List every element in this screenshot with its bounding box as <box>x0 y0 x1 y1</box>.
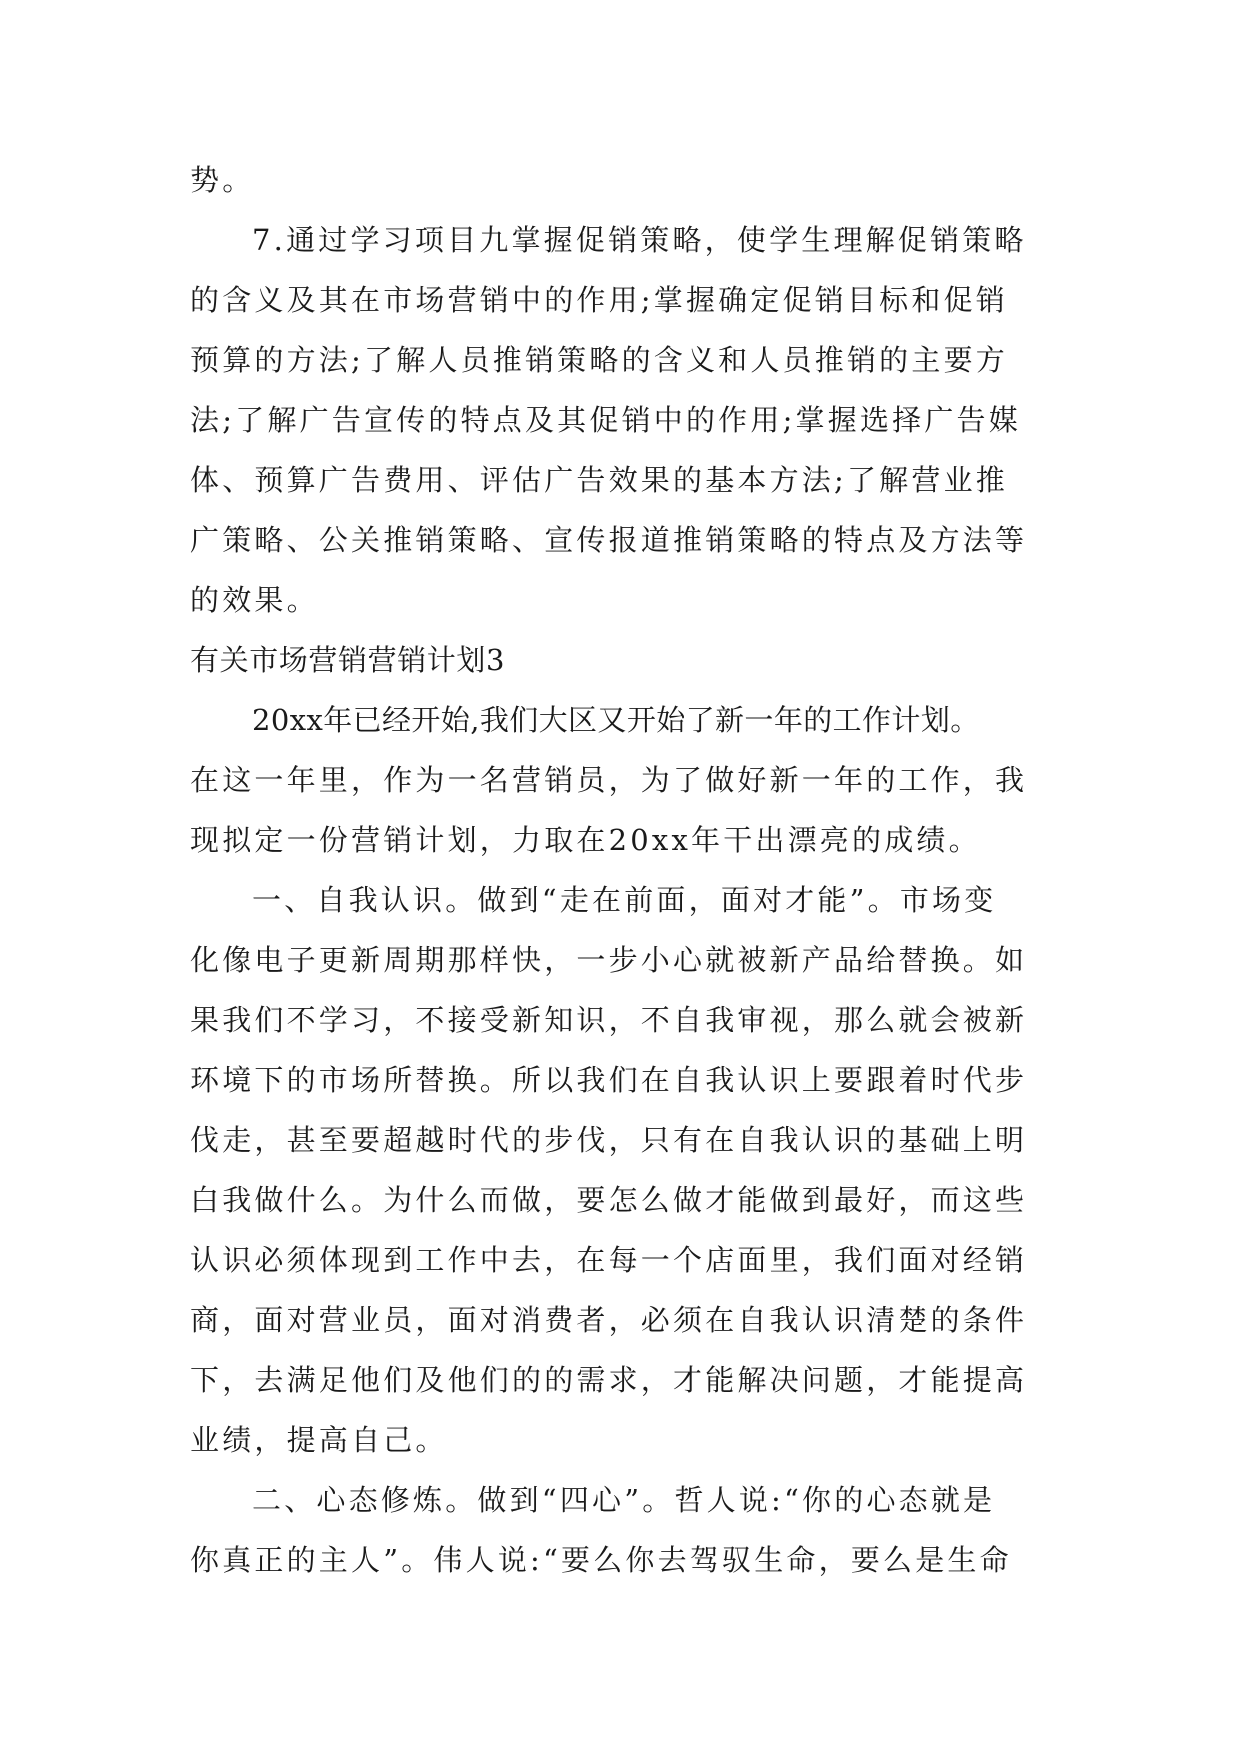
text-line: 下，去满足他们及他们的的需求，才能解决问题，才能提高 <box>190 1363 1028 1397</box>
text-line: 白我做什么。为什么而做，要怎么做才能做到最好，而这些 <box>190 1183 1028 1217</box>
text-line: 预算的方法;了解人员推销策略的含义和人员推销的主要方 <box>190 343 1008 377</box>
text-line: 业绩，提高自己。 <box>190 1423 448 1457</box>
text-line: 法;了解广告宣传的特点及其促销中的作用;掌握选择广告媒 <box>190 403 1021 437</box>
section-heading: 有关市场营销营销计划3 <box>190 643 506 677</box>
text-line: 伐走，甚至要超越时代的步伐，只有在自我认识的基础上明 <box>190 1123 1028 1157</box>
text-line: 认识必须体现到工作中去，在每一个店面里，我们面对经销 <box>190 1243 1028 1277</box>
text-line: 现拟定一份营销计划，力取在20xx年干出漂亮的成绩。 <box>190 823 981 857</box>
text-line: 环境下的市场所替换。所以我们在自我认识上要跟着时代步 <box>190 1063 1028 1097</box>
text-line: 势。 <box>190 163 255 197</box>
text-line: 化像电子更新周期那样快，一步小心就被新产品给替换。如 <box>190 943 1028 977</box>
text-line: 体、预算广告费用、评估广告效果的基本方法;了解营业推 <box>190 463 1008 497</box>
text-line: 商，面对营业员，面对消费者，必须在自我认识清楚的条件 <box>190 1303 1028 1337</box>
paragraph-item-7: 7.通过学习项目九掌握促销策略，使学生理解促销策略 <box>252 223 1027 257</box>
paragraph-self-awareness: 一、自我认识。做到“走在前面，面对才能”。市场变 <box>252 883 997 917</box>
paragraph-intro: 20xx年已经开始,我们大区又开始了新一年的工作计划。 <box>252 703 980 737</box>
text-line: 在这一年里，作为一名营销员，为了做好新一年的工作，我 <box>190 763 1028 797</box>
text-line: 广策略、公关推销策略、宣传报道推销策略的特点及方法等 <box>190 523 1028 557</box>
text-line: 果我们不学习，不接受新知识，不自我审视，那么就会被新 <box>190 1003 1028 1037</box>
paragraph-mindset: 二、心态修炼。做到“四心”。哲人说:“你的心态就是 <box>252 1483 996 1517</box>
text-line: 的含义及其在市场营销中的作用;掌握确定促销目标和促销 <box>190 283 1008 317</box>
text-line: 的效果。 <box>190 583 319 617</box>
document-page <box>190 150 1050 1590</box>
text-line: 你真正的主人”。伟人说:“要么你去驾驭生命，要么是生命 <box>190 1543 1012 1577</box>
